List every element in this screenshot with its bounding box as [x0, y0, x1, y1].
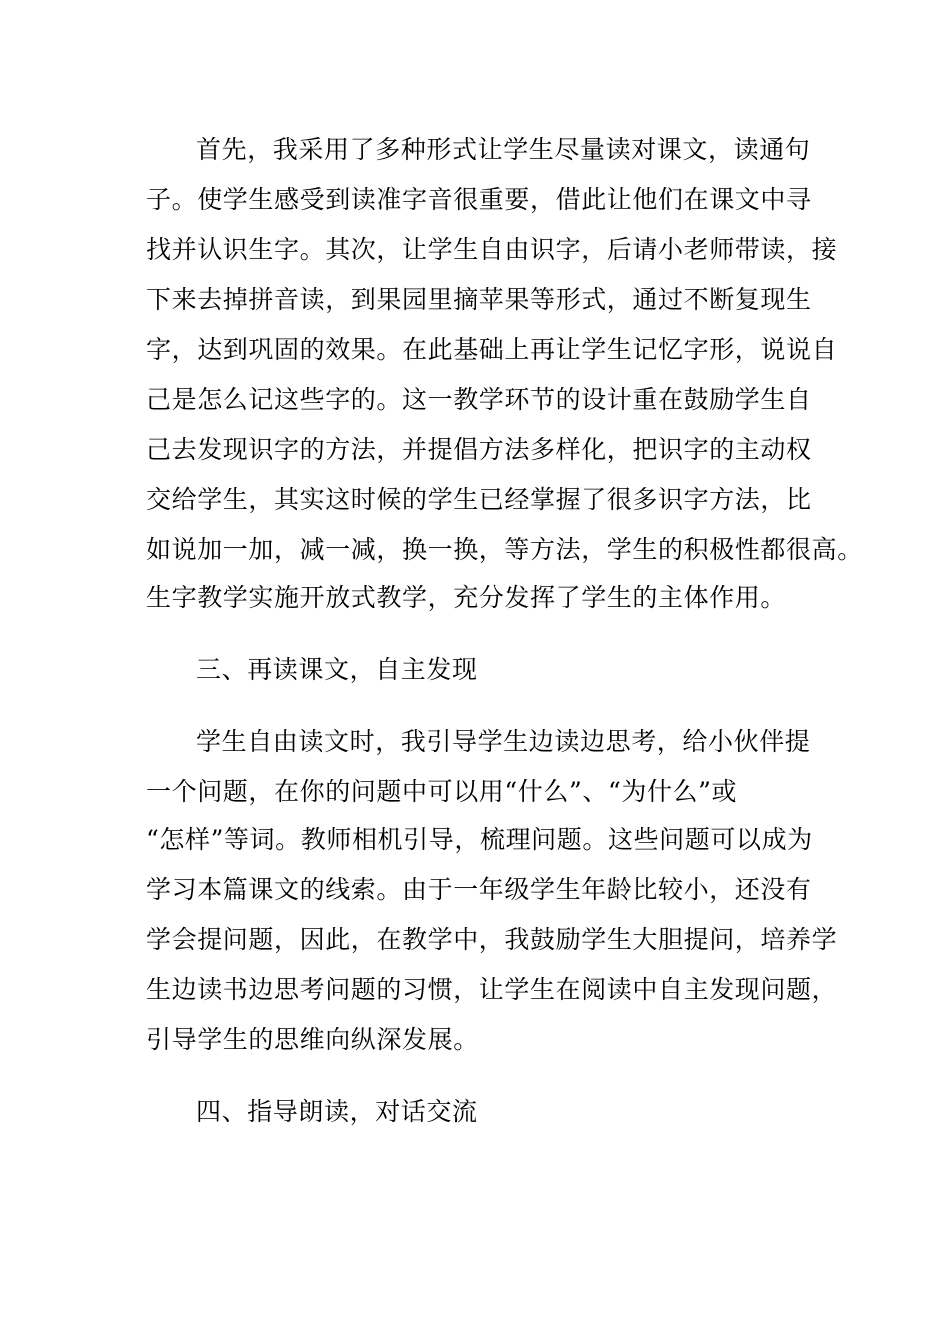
paragraph-line: 学会提问题，因此，在教学中，我鼓励学生大胆提问，培养学 [146, 925, 838, 954]
paragraph-line: 下来去掉拼音读，到果园里摘苹果等形式，通过不断复现生 [146, 285, 812, 314]
paragraph-line: 字，达到巩固的效果。在此基础上再让学生记忆字形，说说自 [146, 335, 838, 364]
paragraph-line: 一个问题，在你的问题中可以用“什么”、“为什么”或 [146, 777, 738, 806]
paragraph-line: 如说加一加，减一减，换一换，等方法，学生的积极性都很高。 [146, 535, 863, 564]
paragraph-line: 生字教学实施开放式教学，充分发挥了学生的主体作用。 [146, 583, 787, 612]
paragraph-line: 己是怎么记这些字的。这一教学环节的设计重在鼓励学生自 [146, 385, 812, 414]
paragraph-line: 引导学生的思维向纵深发展。 [146, 1025, 479, 1054]
paragraph-line: 学习本篇课文的线索。由于一年级学生年龄比较小，还没有 [146, 875, 812, 904]
paragraph-line: 生边读书边思考问题的习惯，让学生在阅读中自主发现问题， [146, 975, 838, 1004]
paragraph-line: 学生自由读文时，我引导学生边读边思考，给小伙伴提 [196, 727, 811, 756]
paragraph-line: “怎样”等词。教师相机引导，梳理问题。这些问题可以成为 [146, 825, 813, 854]
paragraph-line: 找并认识生字。其次，让学生自由识字，后请小老师带读，接 [146, 235, 838, 264]
paragraph-line: 己去发现识字的方法，并提倡方法多样化，把识字的主动权 [146, 435, 812, 464]
section-heading: 三、再读课文，自主发现 [196, 655, 478, 684]
paragraph-line: 子。使学生感受到读准字音很重要，借此让他们在课文中寻 [146, 185, 812, 214]
section-heading: 四、指导朗读，对话交流 [196, 1097, 478, 1126]
paragraph-line: 交给学生，其实这时候的学生已经掌握了很多识字方法，比 [146, 485, 812, 514]
paragraph-line: 首先，我采用了多种形式让学生尽量读对课文，读通句 [196, 135, 811, 164]
